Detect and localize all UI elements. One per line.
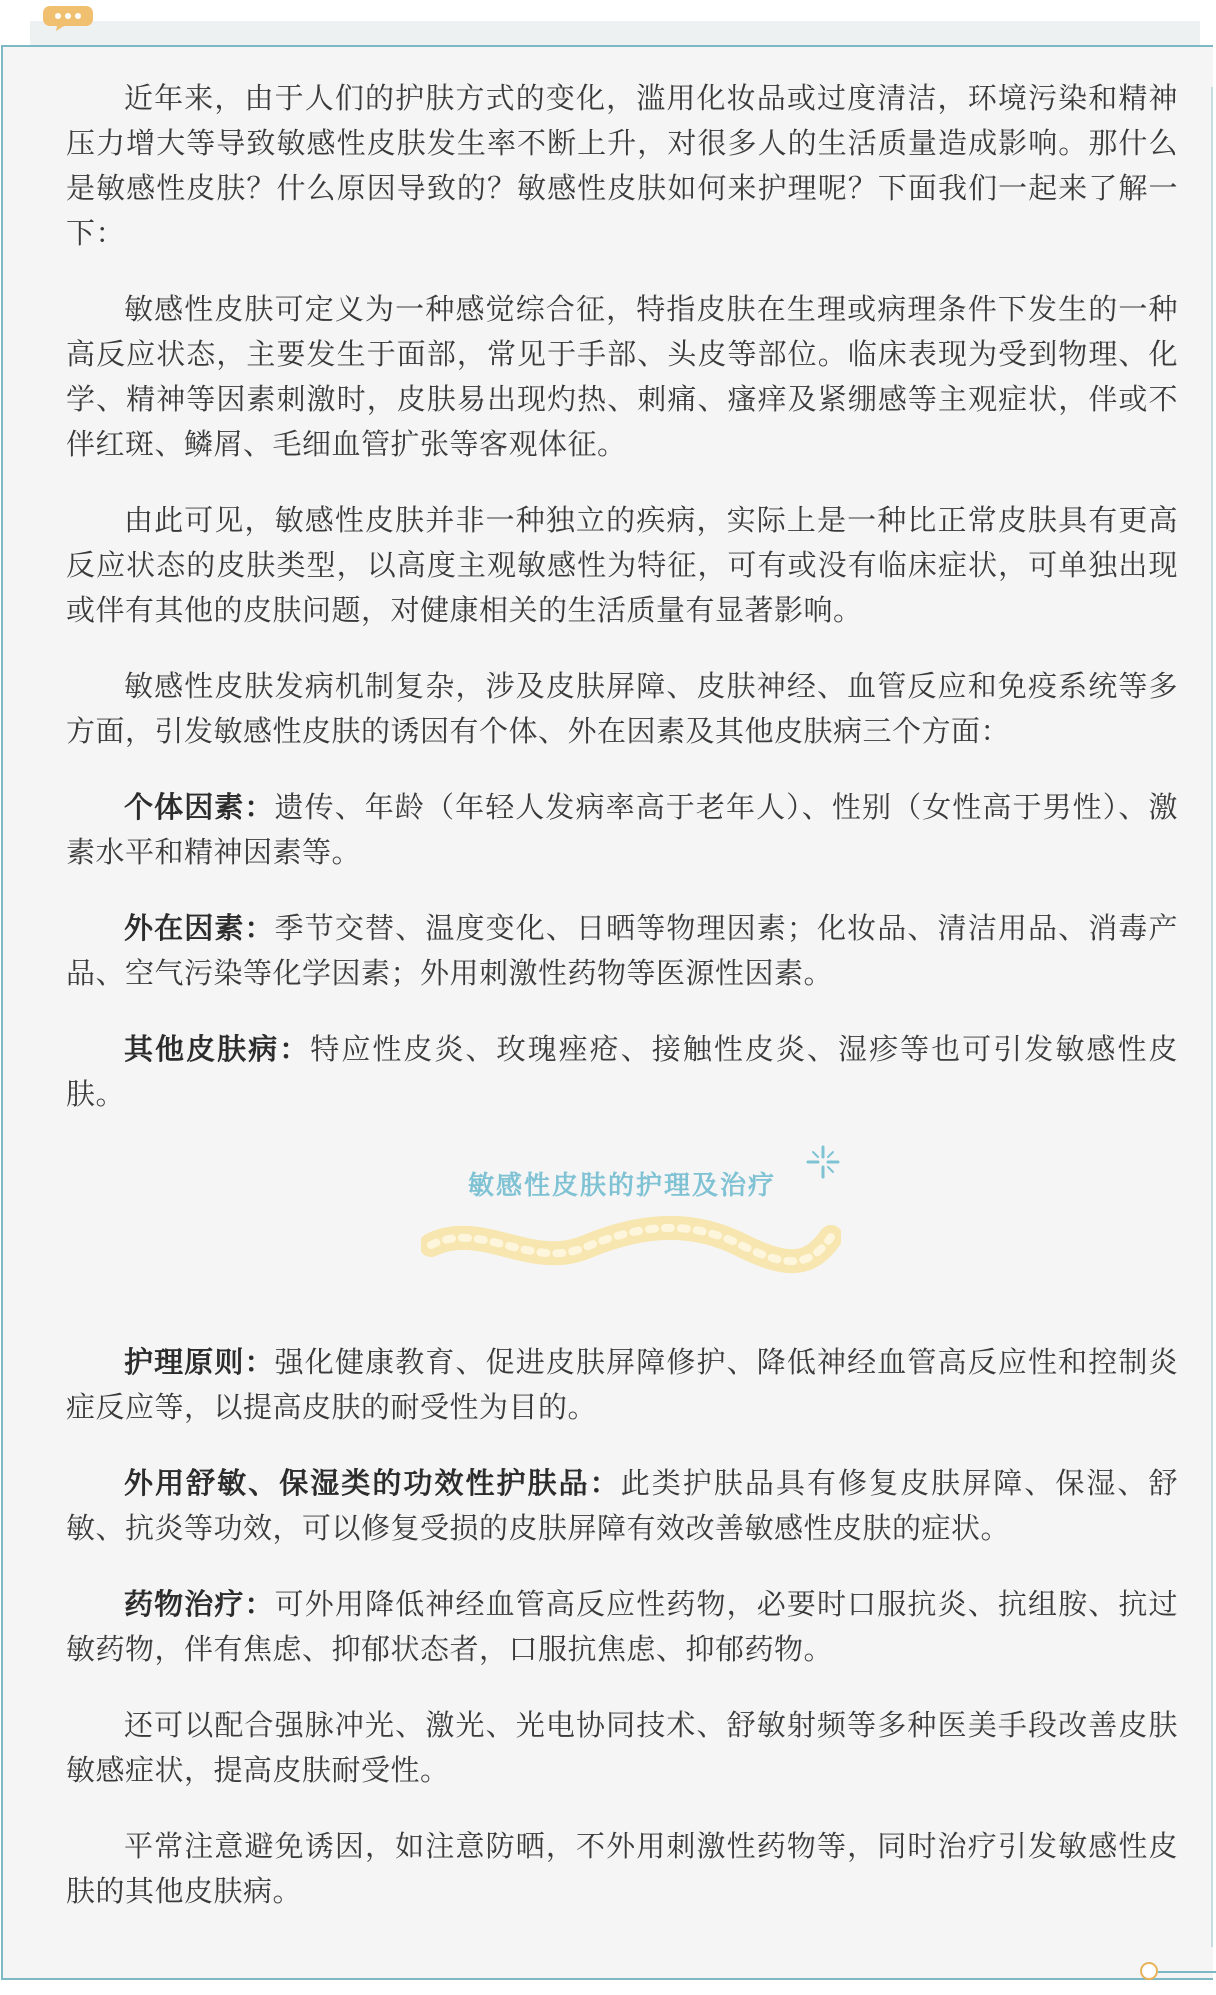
factor-text: 季节交替、温度变化、日晒等物理因素；化妆品、清洁用品、消毒产品、空气污染等化学因素；外用刺激性药物等医源性因素。 <box>66 911 1178 990</box>
article-body <box>66 76 1178 1914</box>
wave-ornament <box>421 1215 841 1275</box>
treatment-principle <box>66 1340 1178 1430</box>
top-decor-strip <box>30 21 1200 45</box>
treatment-text: 此类护肤品具有修复皮肤屏障、保湿、舒敏、抗炎等功效，可以修复受损的皮肤屏障有效改善敏感性皮肤的症状。 <box>66 1466 1178 1545</box>
treatment-label: 药物治疗： <box>124 1587 275 1621</box>
card-right-border <box>1211 87 1213 1947</box>
factor-text: 特应性皮炎、玫瑰痤疮、接触性皮炎、湿疹等也可引发敏感性皮肤。 <box>66 1032 1178 1111</box>
section-header <box>66 1135 1178 1340</box>
treatment-label: 护理原则： <box>124 1345 275 1379</box>
paragraph-mechanism: 敏感性皮肤发病机制复杂，涉及皮肤屏障、皮肤神经、血管反应和免疫系统等多方面，引发敏感性皮肤的诱因有个体、外在因素及其他皮肤病三个方面： <box>66 669 1178 748</box>
paragraph-summary: 由此可见，敏感性皮肤并非一种独立的疾病，实际上是一种比正常皮肤具有更高反应状态的皮肤类型，以高度主观敏感性为特征，可有或没有临床症状，可单独出现或伴有其他的皮肤问题，对健康相关的生活质量有显著影响。 <box>66 503 1178 627</box>
factor-label: 其他皮肤病： <box>124 1032 311 1066</box>
factor-external <box>66 906 1178 996</box>
paragraph-aesthetic: 还可以配合强脉冲光、激光、光电协同技术、舒敏射频等多种医美手段改善皮肤敏感症状，提高皮肤耐受性。 <box>66 1708 1178 1787</box>
corner-accent-line <box>1158 1971 1216 1973</box>
factor-individual <box>66 785 1178 875</box>
factor-text: 遗传、年龄（年轻人发病率高于老年人）、性别（女性高于男性）、激素水平和精神因素等。 <box>66 790 1178 869</box>
treatment-label: 外用舒敏、保湿类的功效性护肤品： <box>124 1466 621 1500</box>
treatment-text: 强化健康教育、促进皮肤屏障修护、降低神经血管高反应性和控制炎症反应等，以提高皮肤的耐受性为目的。 <box>66 1345 1178 1424</box>
treatment-medication <box>66 1582 1178 1672</box>
chat-bubble-icon <box>42 4 94 32</box>
paragraph-prevention: 平常注意避免诱因，如注意防晒，不外用刺激性药物等，同时治疗引发敏感性皮肤的其他皮肤病。 <box>66 1829 1178 1908</box>
section-title: 敏感性皮肤的护理及治疗 <box>467 1171 776 1201</box>
factor-label: 外在因素： <box>124 911 275 945</box>
paragraph-definition: 敏感性皮肤可定义为一种感觉综合征，特指皮肤在生理或病理条件下发生的一种高反应状态，主要发生于面部，常见于手部、头皮等部位。临床表现为受到物理、化学、精神等因素刺激时，皮肤易出现灼热、刺痛、瘙痒及紧绷感等主观症状，伴或不伴红斑、鳞屑、毛细血管扩张等客观体征。 <box>66 292 1178 461</box>
factor-other-disease <box>66 1027 1178 1117</box>
ring-icon <box>1140 1962 1158 1980</box>
treatment-text: 可外用降低神经血管高反应性药物，必要时口服抗炎、抗组胺、抗过敏药物，伴有焦虑、抑郁状态者，口服抗焦虑、抑郁药物。 <box>66 1587 1178 1666</box>
paragraph-intro: 近年来，由于人们的护肤方式的变化，滥用化妆品或过度清洁，环境污染和精神压力增大等导致敏感性皮肤发生率不断上升，对很多人的生活质量造成影响。那什么是敏感性皮肤？什么原因导致的？敏感性皮肤如何来护理呢？下面我们一起来了解一下： <box>66 81 1178 250</box>
treatment-skincare <box>66 1461 1178 1551</box>
factor-label: 个体因素： <box>124 790 275 824</box>
